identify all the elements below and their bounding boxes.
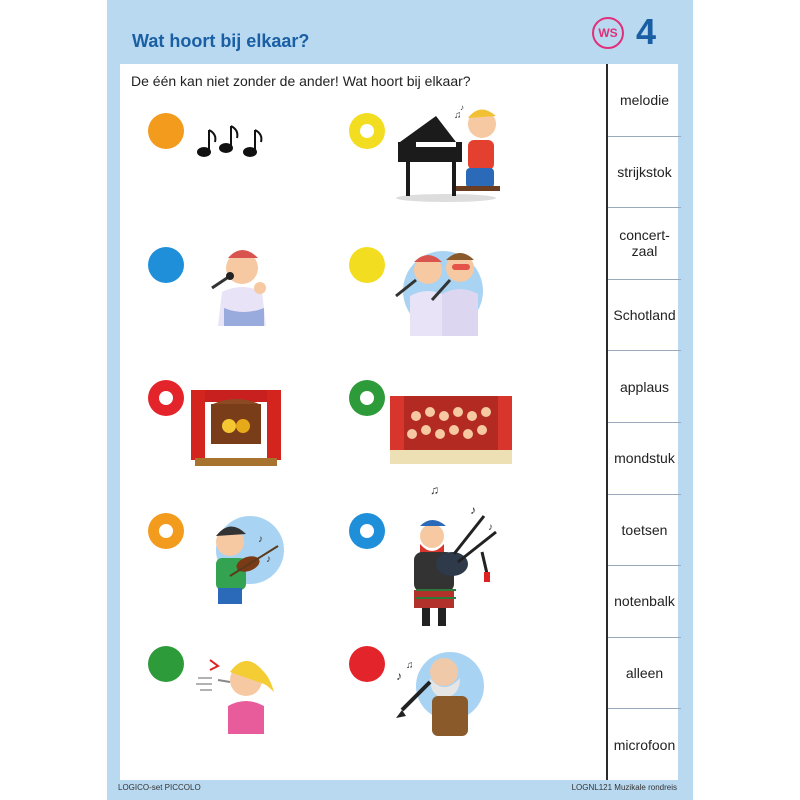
svg-text:♫: ♫	[430, 483, 439, 497]
color-dot-row5-left	[148, 646, 184, 682]
ws-badge: WS	[592, 17, 624, 49]
word-list	[606, 64, 681, 780]
svg-text:♪: ♪	[488, 522, 493, 533]
singer-with-microphone-illustration	[200, 248, 280, 328]
word-item: concert- zaal	[608, 207, 681, 279]
instruction-text: De één kan niet zonder de ander! Wat hoort bij elkaar?	[131, 73, 471, 89]
footer-right: LOGNL121 Muzikale rondreis	[571, 783, 677, 792]
color-dot-row3-left	[148, 380, 184, 416]
color-dot-row2-left	[148, 247, 184, 283]
svg-text:♫: ♫	[406, 660, 414, 671]
theater-stage-curtains-illustration	[191, 390, 281, 470]
word-item: strijkstok	[608, 136, 681, 208]
color-dot-row4-right	[349, 513, 385, 549]
music-notes-icon	[196, 124, 268, 160]
two-singers-duet-illustration	[388, 246, 498, 336]
svg-text:♪: ♪	[460, 103, 464, 112]
word-item: mondstuk	[608, 422, 681, 494]
word-item: notenbalk	[608, 565, 681, 637]
word-item: alleen	[608, 637, 681, 709]
color-dot-row1-left	[148, 113, 184, 149]
svg-text:♪: ♪	[396, 669, 402, 683]
color-dot-row5-right	[349, 646, 385, 682]
scottish-bagpiper-illustration	[392, 478, 508, 630]
girl-whistling-illustration	[190, 650, 290, 738]
old-man-playing-clarinet-illustration	[390, 646, 490, 742]
color-dot-row4-left	[148, 513, 184, 549]
svg-text:♪: ♪	[258, 534, 263, 545]
color-dot-row1-right	[349, 113, 385, 149]
page-title: Wat hoort bij elkaar?	[132, 31, 310, 51]
boy-playing-piano-illustration	[396, 102, 506, 202]
footer-left: LOGICO-set PICCOLO	[118, 783, 201, 792]
svg-text:♪: ♪	[266, 554, 271, 565]
word-item: melodie	[619, 91, 670, 108]
word-item: microfoon	[608, 708, 681, 780]
svg-text:♫: ♫	[454, 110, 462, 121]
svg-text:♪: ♪	[470, 503, 476, 517]
word-item: Schotland	[608, 279, 681, 351]
color-dot-row2-right	[349, 247, 385, 283]
color-dot-row3-right	[349, 380, 385, 416]
boy-playing-violin-illustration	[200, 512, 284, 608]
word-item: toetsen	[608, 494, 681, 566]
word-item: applaus	[608, 350, 681, 422]
concert-audience-illustration	[390, 396, 512, 464]
page-number: 4	[636, 11, 657, 52]
